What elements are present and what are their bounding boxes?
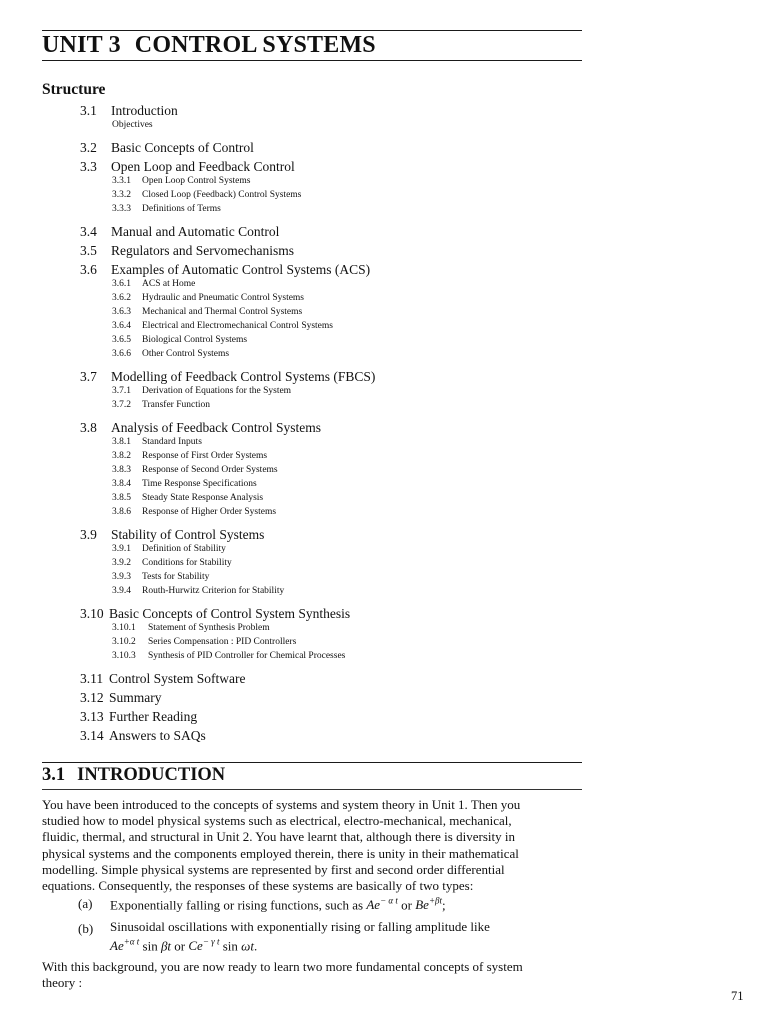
toc-subsection-number: 3.3.2 (112, 190, 131, 200)
toc-section-3-13 (80, 709, 197, 725)
toc-subsection-3-6-5 (112, 335, 247, 345)
toc-subsection-title: Response of Second Order Systems (142, 465, 278, 475)
toc-subsection-3-6-3 (112, 307, 302, 317)
formula-omega-t: ωt (241, 938, 254, 954)
toc-subsection-number: 3.3.1 (112, 176, 131, 186)
toc-subsection-title: Definitions of Terms (142, 204, 221, 214)
item-b-label: (b) (78, 921, 94, 936)
section-underline (42, 789, 582, 790)
intro-line: fluidic, thermal, and structural in Unit 2. You have learnt that, although there is diversity in (42, 829, 515, 845)
toc-section-number: 3.4 (80, 224, 97, 239)
toc-subsection-objectives (112, 120, 153, 130)
item-a-text: Exponentially falling or rising functions, such as $Ae^{- \alpha t}$ or $Be^{+\beta t}$; (110, 896, 446, 913)
toc-subsection-title: Open Loop Control Systems (142, 176, 251, 186)
toc-subsection-title: ACS at Home (142, 279, 196, 289)
toc-subsection-3-9-1 (112, 544, 226, 554)
toc-section-title: Regulators and Servomechanisms (111, 243, 294, 258)
toc-subsection-3-8-6 (112, 507, 276, 517)
intro-line: equations. Consequently, the responses of these systems are basically of two types: (42, 878, 474, 893)
toc-subsection-3-10-2 (112, 637, 296, 647)
toc-subsection-3-6-1 (112, 279, 195, 289)
intro-line: physical systems and the components employed therein, there is unity in their mathematical (42, 845, 519, 861)
toc-subsection-title: Tests for Stability (142, 572, 210, 582)
toc-section-number: 3.9 (80, 527, 97, 542)
toc-subsection-title: Other Control Systems (142, 349, 230, 359)
toc-subsection-title: Biological Control Systems (142, 335, 248, 345)
toc-section-title: Answers to SAQs (109, 728, 206, 743)
item-b-sin: sin (142, 938, 158, 954)
toc-section-title: Basic Concepts of Control (111, 140, 254, 155)
toc-subsection-number: 3.9.2 (112, 558, 131, 568)
formula-ce-gamma: $Ce^{- \gamma t}$ (188, 937, 220, 954)
section-name: INTRODUCTION (77, 765, 226, 785)
toc-section-title: Summary (109, 690, 162, 705)
toc-subsection-title: Derivation of Equations for the System (142, 386, 292, 396)
toc-section-3-6 (80, 262, 370, 278)
toc-subsection-number: 3.6.2 (112, 293, 131, 303)
toc-section-title: Stability of Control Systems (111, 527, 265, 542)
toc-subsection-3-3-1 (112, 176, 250, 186)
toc-subsection-number: 3.9.3 (112, 572, 131, 582)
toc-subsection-title: Objectives (112, 120, 153, 130)
toc-subsection-number: 3.8.5 (112, 493, 131, 503)
toc-subsection-number: 3.8.1 (112, 437, 131, 447)
toc-subsection-title: Series Compensation : PID Controllers (148, 637, 297, 647)
toc-subsection-3-8-5 (112, 493, 263, 503)
toc-subsection-3-7-1 (112, 386, 291, 396)
toc-section-title: Modelling of Feedback Control Systems (FBCS) (111, 369, 376, 384)
toc-section-number: 3.3 (80, 159, 97, 174)
toc-subsection-number: 3.8.3 (112, 465, 131, 475)
item-a-label: (a) (78, 896, 93, 911)
toc-subsection-3-8-4 (112, 479, 257, 489)
toc-section-title: Manual and Automatic Control (111, 224, 280, 239)
toc-subsection-3-9-2 (112, 558, 232, 568)
toc-section-3-9 (80, 527, 264, 543)
toc-subsection-3-9-3 (112, 572, 209, 582)
toc-section-title: Control System Software (109, 671, 246, 686)
toc-section-3-14 (80, 728, 206, 744)
section-top-rule (42, 762, 582, 763)
toc-subsection-number: 3.10.1 (112, 623, 136, 633)
toc-subsection-3-9-4 (112, 586, 284, 596)
closing-line: With this background, you are now ready to learn two more fundamental concepts of system (42, 959, 523, 974)
toc-subsection-title: Conditions for Stability (142, 558, 232, 568)
toc-section-title: Further Reading (109, 709, 198, 724)
toc-subsection-title: Definition of Stability (142, 544, 226, 554)
toc-subsection-title: Routh-Hurwitz Criterion for Stability (142, 586, 285, 596)
intro-line: You have been introduced to the concepts of systems and system theory in Unit 1. Then you (42, 797, 521, 812)
toc-section-3-10 (80, 606, 350, 622)
toc-section-number: 3.10 (80, 606, 104, 621)
toc-section-number: 3.7 (80, 369, 97, 384)
toc-subsection-title: Standard Inputs (142, 437, 202, 447)
toc-section-number: 3.14 (80, 728, 104, 743)
toc-section-3-12 (80, 690, 162, 706)
toc-subsection-title: Response of Higher Order Systems (142, 507, 277, 517)
toc-subsection-3-8-1 (112, 437, 202, 447)
toc-section-number: 3.12 (80, 690, 104, 705)
page-number: 71 (731, 989, 744, 1003)
formula-ae-alpha: $Ae^{- \alpha t}$ (366, 896, 398, 913)
toc-subsection-3-10-1 (112, 623, 270, 633)
toc-subsection-number: 3.8.4 (112, 479, 131, 489)
toc-section-title: Open Loop and Feedback Control (111, 159, 295, 174)
toc-subsection-title: Response of First Order Systems (142, 451, 268, 461)
toc-subsection-number: 3.9.4 (112, 586, 131, 596)
item-a-description: Exponentially falling or rising functions, such as (110, 897, 364, 913)
toc-subsection-number: 3.10.2 (112, 637, 136, 647)
toc-subsection-number: 3.7.1 (112, 386, 131, 396)
item-b-sin2: sin (222, 938, 238, 954)
toc-section-number: 3.2 (80, 140, 97, 155)
unit-name: CONTROL SYSTEMS (134, 32, 376, 58)
toc-subsection-3-8-2 (112, 451, 267, 461)
item-a-or: or (401, 897, 412, 913)
intro-line: modelling. Simple physical systems are represented by first and second order differential (42, 861, 505, 877)
toc-subsection-title: Transfer Function (142, 400, 210, 410)
unit-title-underline (42, 60, 582, 61)
item-b-or: or (174, 938, 186, 954)
formula-ae-alpha-plus: $Ae^{+\alpha t}$ (110, 937, 140, 954)
toc-subsection-number: 3.7.2 (112, 400, 131, 410)
toc-section-title: Introduction (111, 103, 178, 118)
toc-subsection-number: 3.3.3 (112, 204, 131, 214)
toc-section-3-4 (80, 224, 279, 240)
toc-section-number: 3.6 (80, 262, 97, 277)
toc-section-number: 3.8 (80, 420, 97, 435)
formula-be-beta: $Be^{+\beta t}$ (415, 896, 442, 913)
toc-section-3-3 (80, 159, 295, 175)
toc-subsection-title: Synthesis of PID Controller for Chemical Processes (148, 651, 346, 661)
toc-section-number: 3.5 (80, 243, 97, 258)
toc-section-3-7 (80, 369, 375, 385)
toc-subsection-number: 3.6.3 (112, 307, 131, 317)
toc-subsection-3-3-2 (112, 190, 301, 200)
item-b-description: Sinusoidal oscillations with exponentially rising or falling amplitude like (110, 919, 490, 934)
toc-subsection-title: Steady State Response Analysis (142, 493, 264, 503)
section-number: 3.1 (42, 765, 66, 785)
toc-section-title: Basic Concepts of Control System Synthesis (109, 606, 351, 621)
toc-subsection-3-6-4 (112, 321, 333, 331)
item-b-formula: $Ae^{+\alpha t}$ sin βt or $Ce^{- \gamma t}$ sin ωt. (110, 937, 258, 954)
section-title (42, 765, 225, 786)
toc-section-3-2 (80, 140, 254, 156)
toc-subsection-title: Hydraulic and Pneumatic Control Systems (142, 293, 305, 303)
toc-subsection-number: 3.6.4 (112, 321, 131, 331)
toc-section-title: Examples of Automatic Control Systems (ACS) (111, 262, 371, 277)
toc-section-3-1 (80, 103, 178, 119)
toc-subsection-number: 3.6.1 (112, 279, 131, 289)
toc-section-number: 3.13 (80, 709, 104, 724)
formula-beta-t: βt (160, 938, 172, 954)
toc-subsection-number: 3.8.2 (112, 451, 131, 461)
unit-number: UNIT 3 (42, 32, 121, 58)
toc-subsection-title: Electrical and Electromechanical Control Systems (142, 321, 333, 331)
intro-line: studied how to model physical systems such as electrical, electro-mechanical, mechanical, (42, 813, 512, 829)
top-rule (42, 30, 582, 31)
toc-subsection-title: Closed Loop (Feedback) Control Systems (142, 190, 302, 200)
toc-subsection-title: Time Response Specifications (142, 479, 257, 489)
toc-subsection-title: Mechanical and Thermal Control Systems (142, 307, 303, 317)
toc-subsection-3-6-2 (112, 293, 304, 303)
toc-section-3-5 (80, 243, 294, 259)
toc-section-title: Analysis of Feedback Control Systems (111, 420, 321, 435)
toc-section-number: 3.11 (80, 671, 104, 686)
toc-section-number: 3.1 (80, 103, 97, 118)
toc-subsection-3-10-3 (112, 651, 345, 661)
structure-heading: Structure (42, 81, 106, 98)
toc-subsection-number: 3.6.6 (112, 349, 131, 359)
toc-subsection-number: 3.6.5 (112, 335, 131, 345)
toc-subsection-number: 3.10.3 (112, 651, 136, 661)
toc-subsection-3-6-6 (112, 349, 229, 359)
toc-subsection-number: 3.9.1 (112, 544, 131, 554)
toc-subsection-number: 3.8.6 (112, 507, 131, 517)
closing-line: theory : (42, 975, 83, 991)
unit-title (42, 32, 376, 59)
toc-section-3-11 (80, 671, 246, 687)
toc-subsection-3-3-3 (112, 204, 221, 214)
toc-subsection-title: Statement of Synthesis Problem (148, 623, 270, 633)
toc-section-3-8 (80, 420, 321, 436)
toc-subsection-3-8-3 (112, 465, 278, 475)
toc-subsection-3-7-2 (112, 400, 210, 410)
